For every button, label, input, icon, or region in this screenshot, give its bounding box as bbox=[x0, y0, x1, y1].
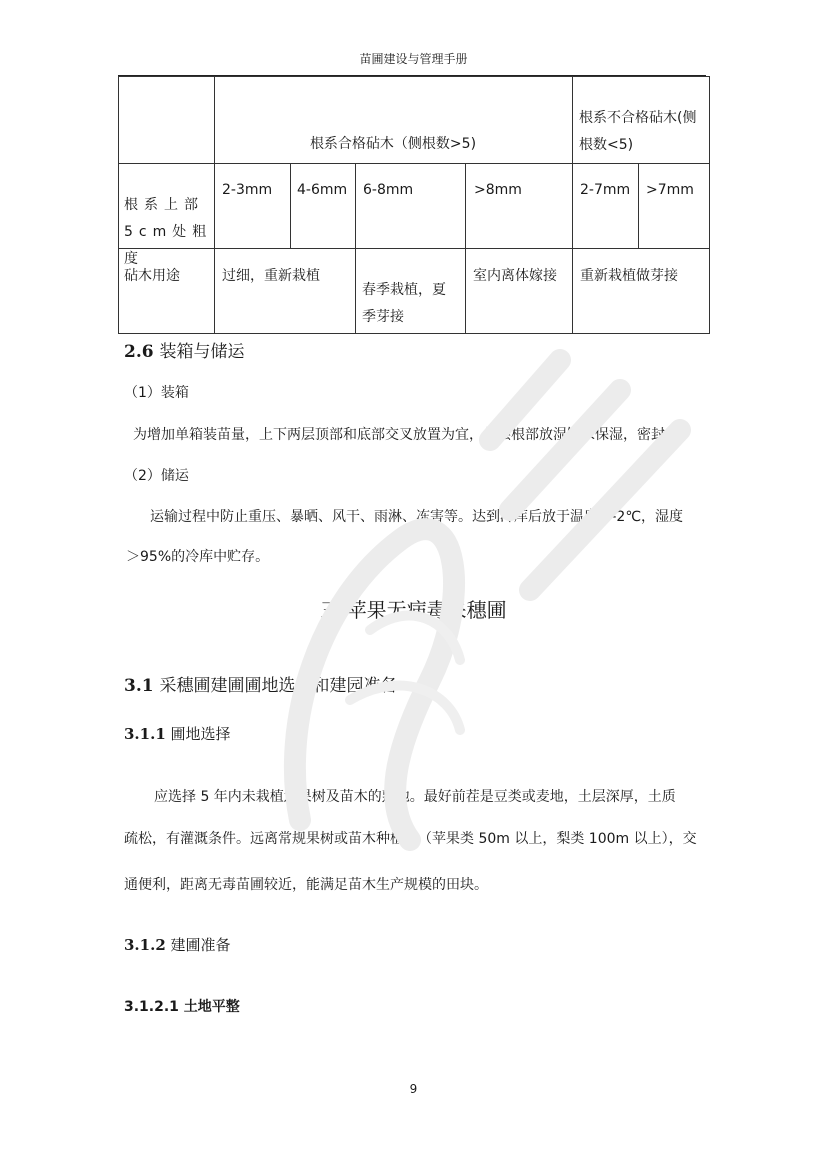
table-col-rule bbox=[465, 163, 466, 334]
section-number: 3.1.2 bbox=[124, 936, 166, 954]
paragraph-site-line: 应选择 5 年内未栽植过果树及苗木的熟地。最好前茬是豆类或麦地，土层深厚，土质 bbox=[154, 789, 676, 805]
table-cell-use: 过细，重新栽植 bbox=[222, 268, 320, 284]
section-heading-2-6 bbox=[124, 337, 245, 362]
table-col-rule bbox=[355, 163, 356, 334]
table-cell-use: 春季栽植，夏季芽接 bbox=[362, 282, 446, 325]
table-border-top bbox=[118, 76, 710, 77]
table-cell-use: 重新栽植做芽接 bbox=[580, 268, 678, 284]
section-number: 3.1.1 bbox=[124, 725, 166, 743]
section-heading-3-1 bbox=[124, 671, 398, 696]
section-number: 2.6 bbox=[124, 342, 154, 362]
table-border-right bbox=[709, 76, 710, 334]
table-cell-use: 室内离体嫁接 bbox=[473, 268, 557, 284]
subheading-packing: （1）装箱 bbox=[124, 385, 189, 401]
table-col-rule bbox=[572, 76, 573, 334]
subheading-storage: （2）储运 bbox=[124, 468, 189, 484]
table-rule-1 bbox=[118, 163, 710, 164]
chapter-title: 三 苹果无病毒采穗圃 bbox=[320, 598, 507, 622]
section-title: 建圃准备 bbox=[170, 936, 231, 954]
section-number: 3.1 bbox=[124, 676, 154, 696]
table-cell-size: 2-3mm bbox=[222, 182, 273, 198]
table-cell-size: 6-8mm bbox=[363, 182, 414, 198]
paragraph-packing: 为增加单箱装苗量，上下两层顶部和底部交叉放置为宜，每层根部放湿锯末保湿，密封。 bbox=[133, 427, 679, 443]
paragraph-storage-line: 运输过程中防止重压、暴晒、风干、雨淋、冻害等。达到冷库后放于温度 0-2℃，湿度 bbox=[150, 509, 684, 525]
table-head-qualified: 根系合格砧木（侧根数>5) bbox=[309, 136, 477, 152]
table-border-left bbox=[118, 76, 119, 334]
table-col-rule bbox=[214, 76, 215, 334]
table-border-bottom bbox=[118, 333, 710, 334]
table-col-rule bbox=[638, 163, 639, 249]
section-heading-3-1-2 bbox=[124, 934, 231, 955]
running-header: 苗圃建设与管理手册 bbox=[359, 52, 468, 66]
section-number: 3.1.2.1 bbox=[124, 999, 179, 1015]
table-row-label-use: 砧木用途 bbox=[124, 268, 180, 284]
paragraph-storage-line: ＞95%的冷库中贮存。 bbox=[126, 549, 270, 565]
paragraph-site-line: 通便利，距离无毒苗圃较近，能满足苗木生产规模的田块。 bbox=[124, 877, 488, 893]
table-cell-size: >8mm bbox=[474, 182, 522, 198]
company-logo-watermark-icon bbox=[260, 300, 740, 860]
table-col-rule bbox=[290, 163, 291, 249]
section-heading-3-1-2-1 bbox=[124, 996, 240, 1016]
section-title: 装箱与储运 bbox=[159, 342, 245, 362]
table-cell-size: 4-6mm bbox=[297, 182, 348, 198]
section-heading-3-1-1 bbox=[124, 723, 231, 744]
section-title: 采穗圃建圃圃地选择和建园准备 bbox=[159, 676, 398, 696]
table-cell-size: >7mm bbox=[646, 182, 694, 198]
section-title: 圃地选择 bbox=[170, 725, 231, 743]
page-number: 9 bbox=[409, 1082, 418, 1096]
section-title: 土地平整 bbox=[183, 999, 240, 1015]
paragraph-site-line: 疏松，有灌溉条件。远离常规果树或苗木种植区（苹果类 50m 以上，梨类 100m 以上），交 bbox=[124, 831, 697, 847]
table-head-unqualified: 根系不合格砧木(侧根数<5) bbox=[579, 110, 697, 153]
table-cell-size: 2-7mm bbox=[580, 182, 631, 198]
table-row-label-thickness: 根系上部5cm处粗度 bbox=[124, 197, 213, 267]
